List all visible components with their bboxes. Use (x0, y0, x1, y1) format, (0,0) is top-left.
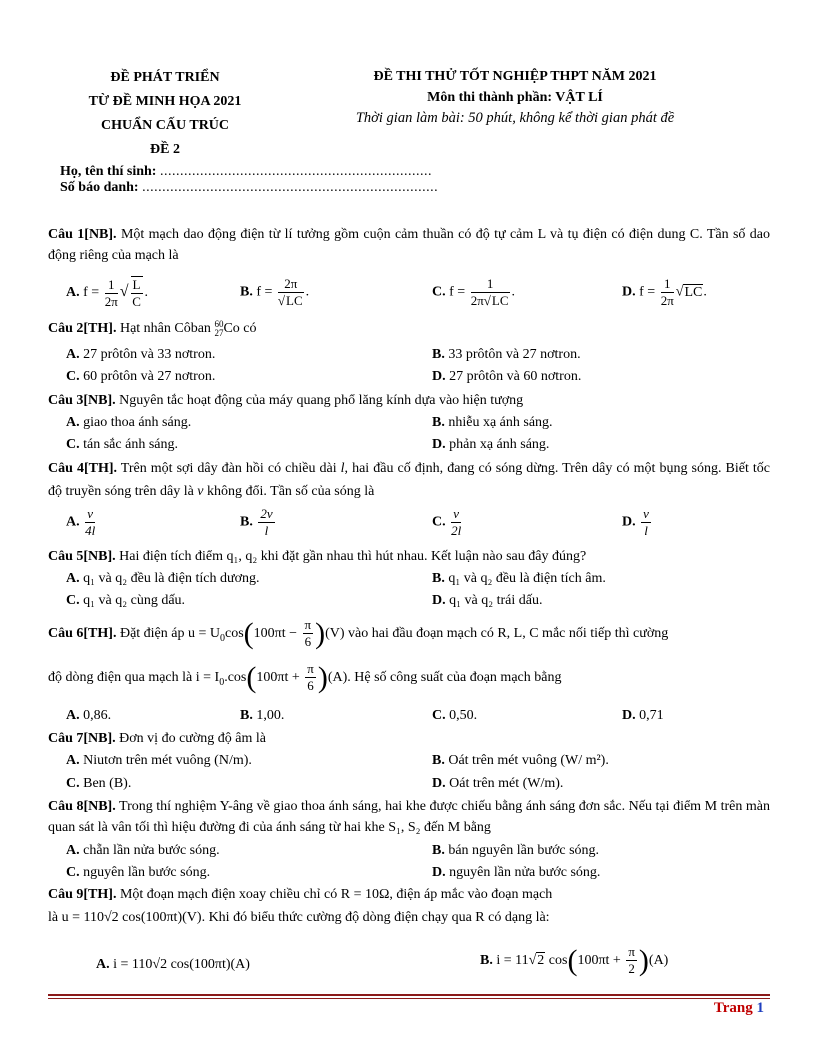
q3-option-b[interactable] (432, 413, 553, 433)
page-number-value: 1 (756, 1000, 764, 1016)
question-5 (48, 546, 770, 567)
option-letter: D. (622, 708, 636, 723)
question-6-line-1 (48, 617, 770, 656)
option-letter: B. (240, 514, 253, 530)
question-text: có (239, 321, 257, 336)
mass-number: 60 (214, 318, 224, 329)
page-label: Trang (713, 1000, 757, 1016)
question-label: Câu 9[TH]. (48, 887, 117, 902)
exam-subject: Môn thi thành phần: VẬT LÍ (427, 90, 603, 105)
option-text: q₁ và q₂ cùng dấu. (83, 593, 186, 608)
option-letter: A. (66, 843, 80, 858)
header-left-line: CHUẨN CẤU TRÚC (100, 118, 230, 133)
option-letter: C. (432, 514, 446, 530)
question-9-line-2 (48, 907, 770, 928)
q5-option-b[interactable] (432, 569, 606, 589)
header-left-line: TỪ ĐỀ MINH HỌA 2021 (88, 94, 242, 109)
q8-option-d[interactable] (432, 863, 600, 883)
candidate-id-label: Số báo danh: (60, 180, 139, 195)
q7-option-c[interactable] (66, 774, 131, 794)
q8-option-a[interactable] (66, 841, 220, 861)
question-label: Câu 8[NB]. (48, 799, 116, 814)
exam-title: ĐỀ THI THỬ TỐT NGHIỆP THPT NĂM 2021 (373, 69, 657, 84)
resistance-expression: R = 10Ω (340, 887, 390, 902)
option-letter: D. (432, 865, 446, 880)
q4-option-c[interactable]: C. $\frac{v}{2l}$ (432, 506, 462, 538)
option-letter: D. (432, 593, 446, 608)
q1-option-a[interactable]: A. f = $\frac{1}{2\pi}$ √ $\frac{L}{C}$ . (66, 276, 148, 309)
option-letter: B. (240, 284, 253, 300)
q5-option-a[interactable] (66, 569, 260, 589)
q1-option-d[interactable]: D. f = $\frac{1}{2\pi}$ √LC. (622, 276, 707, 308)
question-label: Câu 2[TH]. (48, 321, 117, 336)
option-letter: D. (622, 514, 636, 530)
option-letter: C. (66, 437, 80, 452)
question-text: Nguyên tắc hoạt động của máy quang phổ lăng kính dựa vào hiện tượng (115, 393, 524, 408)
header-left-line: ĐỀ 2 (150, 142, 180, 157)
question-label: Câu 6[TH]. (48, 626, 117, 641)
option-text: nguyên lần nửa bước sóng. (449, 865, 601, 880)
header-right (320, 66, 710, 129)
option-letter: B. (480, 953, 493, 968)
option-text: 33 prôtôn và 27 nơtron. (448, 347, 581, 362)
q3-option-a[interactable] (66, 413, 191, 433)
option-letter: A. (66, 708, 80, 723)
nuclide-symbol: Co (223, 321, 240, 336)
option-letter: A. (66, 514, 80, 530)
current-expression: $i = I_0.\cos(100\pi t$ + $\frac{\pi}{6}$ )(A) (195, 660, 348, 694)
option-letter: C. (66, 593, 80, 608)
q1-option-b[interactable]: B. f = $\frac{2\pi}{√LC}$ . (240, 276, 310, 308)
option-letter: A. (66, 285, 80, 301)
option-letter: A. (66, 415, 80, 430)
option-text: 0,71 (639, 708, 664, 723)
option-letter: B. (240, 708, 253, 723)
q2-option-a[interactable] (66, 345, 215, 365)
q8-option-b[interactable] (432, 841, 599, 861)
q3-option-d[interactable] (432, 435, 549, 455)
option-letter: C. (66, 369, 80, 384)
q2-option-c[interactable] (66, 367, 215, 387)
question-text: , hai đầu cố định, đang có sóng dừng. Trên dây có một bụng sóng. Biết tốc độ truyền sóng trên dây là (48, 461, 770, 499)
question-label: Câu 5[NB]. (48, 549, 116, 564)
question-text: Hạt nhân Côban (116, 321, 215, 336)
option-letter: D. (432, 437, 446, 452)
question-text: không đổi. Tần số của sóng là (203, 484, 375, 499)
header-left (70, 66, 260, 162)
question-label: Câu 3[NB]. (48, 393, 116, 408)
question-text: vào hai đầu đoạn mạch có R, L, C mắc nối tiếp thì cường (344, 626, 669, 641)
question-label: Câu 7[NB]. (48, 731, 116, 746)
question-text: độ dòng điện qua mạch là (48, 670, 196, 685)
q5-option-d[interactable] (432, 591, 542, 611)
q6-option-b[interactable] (240, 706, 284, 726)
option-letter: B. (432, 347, 445, 362)
q9-option-a[interactable] (96, 955, 250, 975)
option-text: Oát trên mét vuông (W/ m²). (448, 753, 609, 768)
question-label: Câu 1[NB]. (48, 227, 117, 242)
question-text: Đơn vị đo cường độ âm là (115, 731, 266, 746)
option-letter: C. (66, 865, 80, 880)
question-text: Đặt điện áp (116, 626, 188, 641)
option-text: nguyên lần bước sóng. (83, 865, 211, 880)
option-text: i = 110√2 cos(100πt)(A) (113, 957, 250, 972)
question-text: . Hệ số công suất của đoạn mạch bằng (347, 670, 562, 685)
q7-option-a[interactable] (66, 751, 252, 771)
candidate-id-dots: .......................................................................... (142, 180, 439, 195)
option-text: 27 prôtôn và 60 nơtron. (449, 369, 582, 384)
question-text: là (48, 910, 62, 925)
option-text: phản xạ ánh sáng. (449, 437, 550, 452)
q9-option-b[interactable]: B. i = 11√2 cos(100πt + $\frac{\pi}{2}$ )(A) (480, 943, 669, 977)
q5-option-c[interactable] (66, 591, 185, 611)
question-text: Một đoạn mạch điện xoay chiều chỉ có (116, 887, 341, 902)
question-6-line-2 (48, 661, 770, 700)
option-text: Niutơn trên mét vuông (N/m). (83, 753, 252, 768)
question-1 (48, 224, 770, 266)
footer-rule (48, 994, 770, 996)
candidate-name-dots: .................................................................... (159, 164, 432, 179)
question-text: Hai điện tích điểm q₁, q₂ khi đặt gần nhau thì hút nhau. Kết luận nào sau đây đúng? (115, 549, 587, 564)
option-letter: A. (96, 957, 110, 972)
voltage-expression: $u = U_0\cos(100\pi t$ − $\frac{\pi}{6}$ )(V) (187, 616, 345, 650)
option-text: bán nguyên lần bước sóng. (448, 843, 600, 858)
header-left-line: ĐỀ PHÁT TRIỂN (110, 70, 220, 85)
atomic-number: 27 (214, 327, 224, 338)
option-letter: B. (432, 843, 445, 858)
question-label: Câu 4[TH]. (48, 461, 117, 476)
option-text: tán sắc ánh sáng. (83, 437, 178, 452)
question-8 (48, 796, 770, 838)
q4-option-a[interactable]: A. $\frac{v}{4l}$ (66, 506, 96, 538)
option-letter: B. (432, 571, 445, 586)
option-letter: A. (66, 753, 80, 768)
option-letter: D. (432, 369, 446, 384)
option-letter: D. (622, 284, 636, 300)
option-text: q₁ và q₂ đều là điện tích âm. (448, 571, 606, 586)
option-text: 27 prôtôn và 33 nơtron. (83, 347, 216, 362)
q4-option-b[interactable]: B. $\frac{2v}{l}$ (240, 506, 273, 538)
option-letter: D. (432, 776, 446, 791)
option-letter: B. (432, 415, 445, 430)
q1-option-c[interactable]: C. f = $\frac{1}{2\pi√LC}$ . (432, 276, 516, 308)
question-3 (48, 390, 770, 411)
exam-time: Thời gian làm bài: 50 phút, không kể thời gian phát đề (355, 110, 675, 126)
option-letter: A. (66, 571, 80, 586)
option-text: giao thoa ánh sáng. (83, 415, 192, 430)
option-letter: C. (432, 708, 446, 723)
q7-option-b[interactable] (432, 751, 609, 771)
option-letter: B. (432, 753, 445, 768)
option-text: q₁ và q₂ trái dấu. (449, 593, 543, 608)
question-text: . Khi đó biểu thức cường độ dòng điện chạy qua R có dạng là: (201, 910, 550, 925)
q4-option-d[interactable]: D. $\frac{v}{l}$ (622, 506, 649, 538)
voltage-expression: u = 110√2 cos(100πt)(V) (61, 910, 202, 925)
option-text: 0,50. (449, 708, 478, 723)
question-2 (48, 318, 770, 339)
q6-option-a[interactable] (66, 706, 111, 726)
option-text: q₁ và q₂ đều là điện tích dương. (83, 571, 260, 586)
option-text: Oát trên mét (W/m). (449, 776, 564, 791)
question-9-line-1 (48, 884, 770, 905)
q3-option-c[interactable] (66, 435, 178, 455)
q8-option-c[interactable] (66, 863, 210, 883)
q2-option-b[interactable] (432, 345, 581, 365)
option-text: nhiễu xạ ánh sáng. (448, 415, 553, 430)
question-text: , điện áp mắc vào đoạn mạch (389, 887, 553, 902)
option-letter: A. (66, 347, 80, 362)
option-letter: C. (432, 284, 446, 300)
question-text: Trong thí nghiệm Y-âng về giao thoa ánh sáng, hai khe được chiếu bằng ánh sáng đơn sắc. Nếu tại điểm M trên màn quan sát là vân tối thì hiệu đường đi của ánh sáng từ hai khe S₁, S₂ đến M bằng (48, 799, 770, 835)
option-text: Ben (B). (83, 776, 132, 791)
question-text: Trên một sợi dây đàn hồi có chiều dài (117, 461, 341, 476)
question-7 (48, 728, 770, 749)
option-text: chẵn lần nửa bước sóng. (83, 843, 220, 858)
option-text: 1,00. (256, 708, 285, 723)
candidate-name-label: Họ, tên thí sinh: (60, 164, 157, 179)
q2-option-d[interactable] (432, 367, 581, 387)
option-letter: C. (66, 776, 80, 791)
option-text: 60 prôtôn và 27 nơtron. (83, 369, 216, 384)
q7-option-d[interactable] (432, 774, 563, 794)
page-number (714, 1000, 764, 1017)
candidate-id-row (60, 180, 438, 196)
candidate-name-row (60, 164, 432, 180)
q6-option-c[interactable] (432, 706, 477, 726)
question-4: Câu 4[TH]. Trên một sợi dây đàn hồi có chiều dài l, hai đầu cố định, đang có sóng dừng. Trên dây có một bụng sóng. Biết tốc độ truyền sóng trên dây là v không đổi. Tần số của sóng là (48, 461, 770, 499)
option-text: 0,86. (83, 708, 112, 723)
q6-option-d[interactable] (622, 706, 664, 726)
question-text: Một mạch dao động điện từ lí tưởng gồm cuộn cảm thuần có độ tự cảm L và tụ điện có điện dung C. Tần số dao động riêng của mạch là (48, 227, 771, 263)
footer-rule (48, 998, 770, 999)
